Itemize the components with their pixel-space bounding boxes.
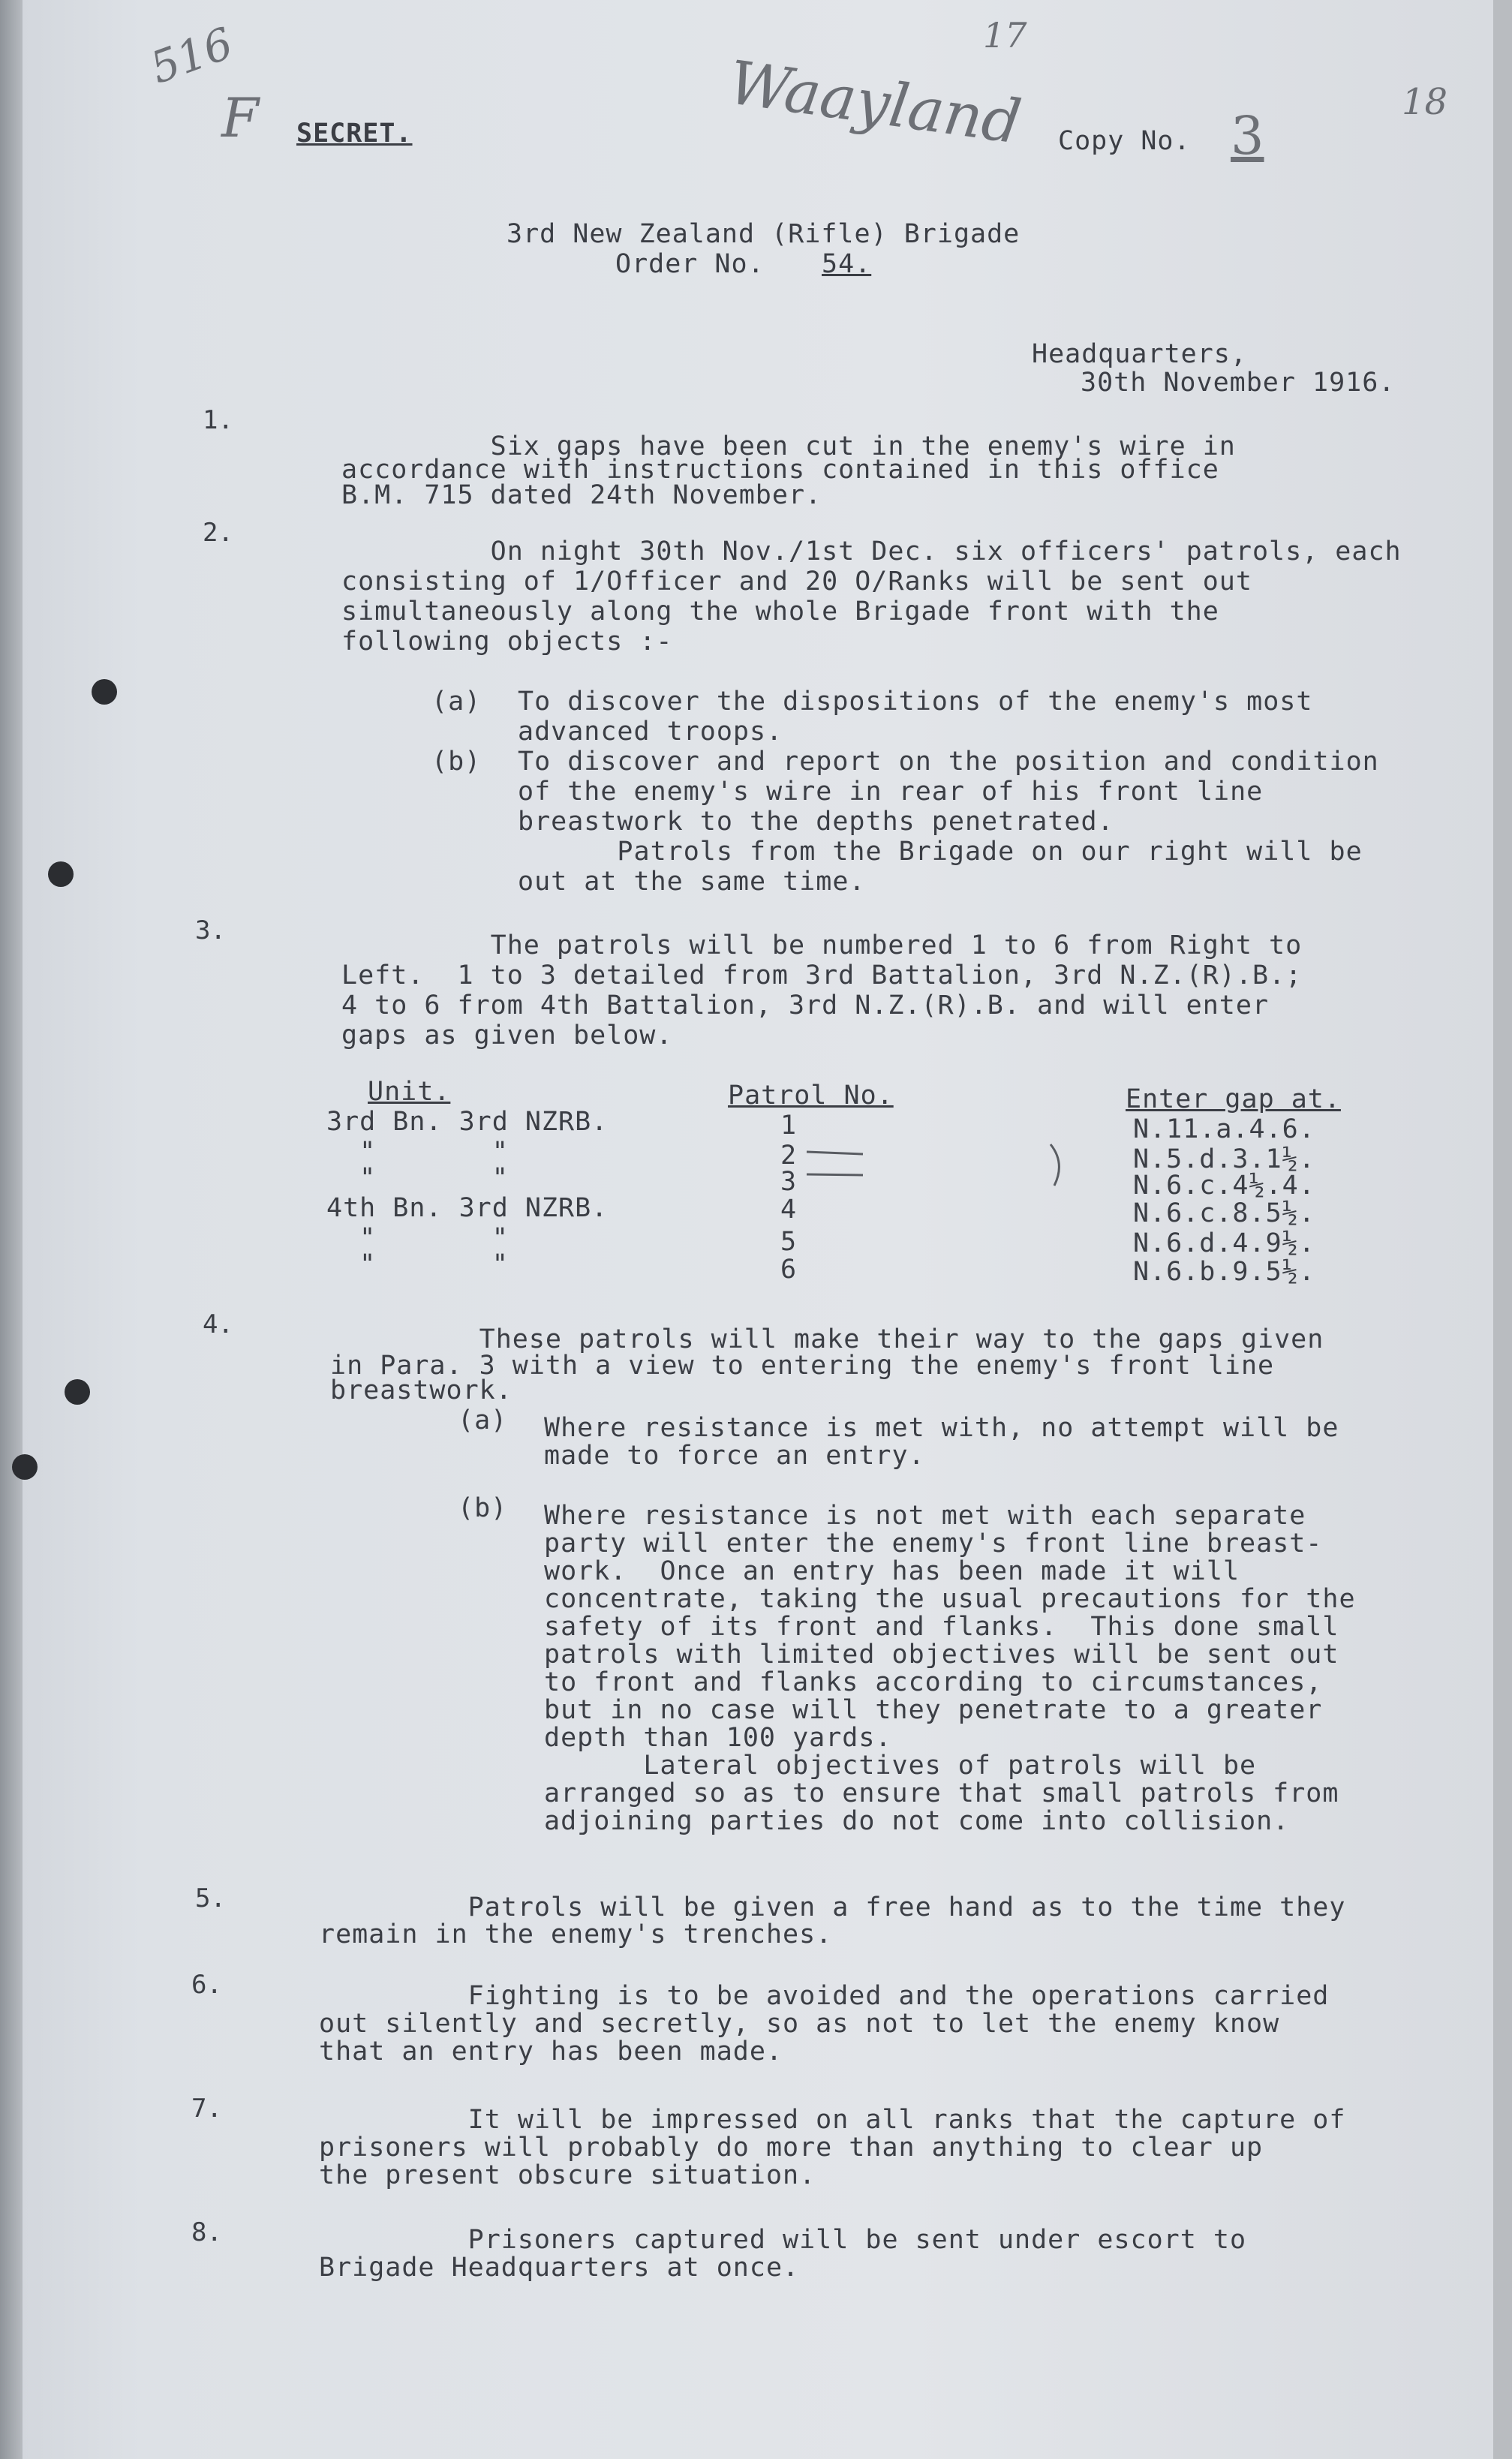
sub-line: Lateral objectives of patrols will be [544,1751,1257,1781]
table-header-unit: Unit. [368,1077,451,1107]
table-cell-unit: 3rd Bn. 3rd NZRB. [326,1107,609,1137]
top-mark: 17 [983,15,1027,56]
sub-line: concentrate, taking the usual precautions for the [544,1584,1356,1614]
sub-line: but in no case will they penetrate to a greater [544,1695,1323,1725]
para-3-line: gaps as given below. [341,1021,673,1051]
para-number: 3. [195,915,226,945]
table-cell-gap: N.5.d.3.1½. [1133,1144,1315,1174]
table-cell-unit: " " [326,1163,509,1193]
table-cell-patrol: 3 [780,1167,798,1197]
order-number: 54. [822,249,872,279]
page-edge [0,0,23,2459]
para-4-line: in Para. 3 with a view to entering the enemy's front line [330,1351,1275,1381]
pencil-bracket-mark [803,1141,1103,1193]
para-1-line: B.M. 715 dated 24th November. [341,480,822,510]
para-2-line: following objects :- [341,627,673,657]
para-number: 6. [191,1970,222,2000]
sub-line: depth than 100 yards. [544,1723,892,1753]
para-3-line: The patrols will be numbered 1 to 6 from Right to [341,930,1303,960]
para-2-line: On night 30th Nov./1st Dec. six officers' patrols, each [341,537,1402,567]
para-8-line: Brigade Headquarters at once. [319,2253,800,2283]
para-8-line: Prisoners captured will be sent under escort to [319,2225,1247,2255]
sub-line: party will enter the enemy's front line breast- [544,1529,1323,1559]
punch-hole [92,679,117,705]
sub-line: to front and flanks according to circumstances, [544,1667,1323,1697]
para-5-line: Patrols will be given a free hand as to the time they [319,1892,1346,1922]
para-1-line: accordance with instructions contained in this office [341,455,1219,485]
para-7-line: It will be impressed on all ranks that the capture of [319,2105,1346,2135]
punch-hole [12,1454,38,1480]
para-4-line: breastwork. [330,1375,513,1405]
para-5-line: remain in the enemy's trenches. [319,1919,833,1949]
table-cell-patrol: 2 [780,1141,798,1171]
object-line: of the enemy's wire in rear of his front line [518,777,1264,807]
para-6-line: Fighting is to be avoided and the operations carried [319,1981,1330,2011]
handwritten-name: Waayland [724,47,1026,158]
folio-number: 516 [143,17,240,94]
object-line: breastwork to the depths penetrated. [518,807,1114,837]
para-6-line: that an entry has been made. [319,2037,783,2067]
sub-line: arranged so as to ensure that small patrols from [544,1778,1339,1808]
table-cell-unit: 4th Bn. 3rd NZRB. [326,1193,609,1223]
page-number: 18 [1402,81,1448,123]
table-cell-unit: " " [326,1137,509,1167]
para-4-line: These patrols will make their way to the gaps given [330,1324,1324,1354]
order-label: Order No. [615,249,765,279]
para-number: 1. [203,405,233,435]
sub-label: (b) [458,1493,508,1523]
punch-hole [48,861,74,887]
objects-note-line: Patrols from the Brigade on our right will be [518,837,1363,867]
sub-line: Where resistance is met with, no attempt will be [544,1413,1339,1443]
table-cell-unit: " " [326,1223,509,1253]
para-3-line: Left. 1 to 3 detailed from 3rd Battalion, 3rd N.Z.(R).B.; [341,960,1303,991]
table-cell-unit: " " [326,1249,509,1279]
para-2-line: consisting of 1/Officer and 20 O/Ranks will be sent out [341,567,1252,597]
object-label: (a) [431,687,482,717]
object-line: To discover and report on the position and condition [518,747,1379,777]
hq-label: Headquarters, [1032,339,1247,369]
object-line: To discover the dispositions of the enemy's most [518,687,1313,717]
sub-label: (a) [458,1405,508,1435]
table-cell-gap: N.6.c.4½.4. [1133,1171,1315,1201]
table-cell-gap: N.11.a.4.6. [1133,1114,1315,1144]
para-6-line: out silently and secretly, so as not to let the enemy know [319,2009,1280,2039]
para-7-line: the present obscure situation. [319,2160,816,2190]
table-cell-patrol: 5 [780,1227,798,1257]
sub-line: safety of its front and flanks. This done small [544,1612,1339,1642]
brigade-title: 3rd New Zealand (Rifle) Brigade [507,219,1021,249]
table-cell-patrol: 1 [780,1111,798,1141]
sub-line: work. Once an entry has been made it will [544,1556,1240,1586]
table-header-gap: Enter gap at. [1126,1084,1341,1114]
para-number: 5. [195,1883,226,1913]
table-cell-patrol: 4 [780,1195,798,1225]
para-1-line: Six gaps have been cut in the enemy's wire in [341,431,1236,461]
para-number: 8. [191,2217,222,2247]
order-date: 30th November 1916. [1081,368,1396,398]
copy-number: 3 [1231,105,1264,167]
para-number: 2. [203,518,233,548]
table-cell-gap: N.6.c.8.5½. [1133,1198,1315,1228]
sub-line: adjoining parties do not come into collision. [544,1806,1290,1836]
sub-line: Where resistance is not met with each separate [544,1501,1306,1531]
table-header-patrol: Patrol No. [728,1081,894,1111]
document-page [23,0,1493,2459]
table-cell-gap: N.6.d.4.9½. [1133,1228,1315,1258]
table-cell-patrol: 6 [780,1255,798,1285]
para-number: 4. [203,1309,233,1339]
classification-label: SECRET. [296,119,413,149]
sub-line: patrols with limited objectives will be sent out [544,1640,1339,1670]
para-3-line: 4 to 6 from 4th Battalion, 3rd N.Z.(R).B. and will enter [341,991,1270,1021]
object-label: (b) [431,747,482,777]
objects-note-line: out at the same time. [518,867,866,897]
punch-hole [65,1379,90,1405]
para-2-line: simultaneously along the whole Brigade front with the [341,597,1219,627]
para-number: 7. [191,2094,222,2124]
reference-mark: F [221,86,259,149]
table-cell-gap: N.6.b.9.5½. [1133,1257,1315,1287]
copy-label: Copy No. [1058,126,1191,156]
sub-line: made to force an entry. [544,1441,925,1471]
para-7-line: prisoners will probably do more than anything to clear up [319,2133,1264,2163]
object-line: advanced troops. [518,717,783,747]
